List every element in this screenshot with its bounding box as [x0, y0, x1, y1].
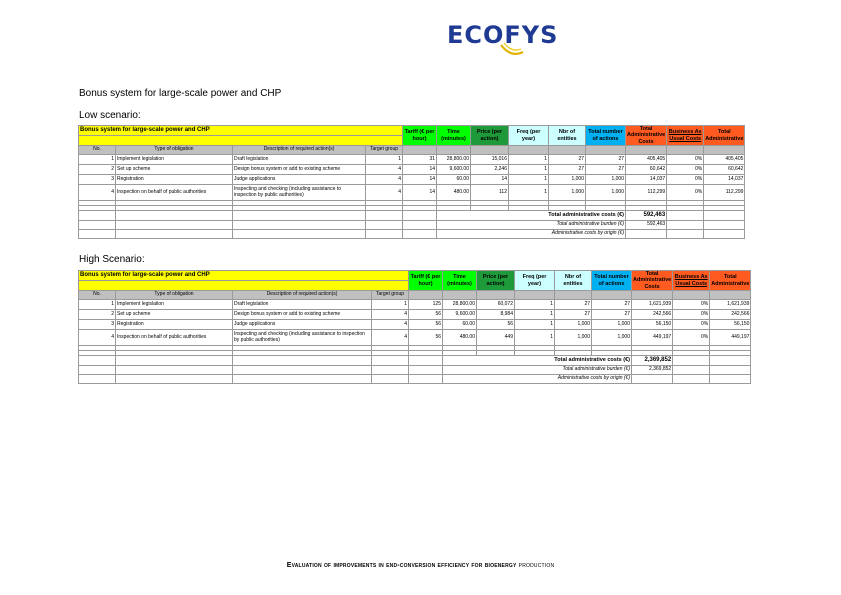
blank-cell [403, 221, 437, 230]
blank-cell [667, 211, 704, 221]
nbr-entities-header: Nbr of entities [549, 126, 586, 146]
blank-cell [366, 230, 403, 239]
blank-cell [710, 366, 751, 375]
bau-value: 0% [667, 185, 704, 201]
bau-value: 0% [667, 155, 704, 165]
blank-cell [79, 221, 116, 230]
blank-cell [704, 211, 745, 221]
price-value: 449 [477, 330, 515, 346]
blank-cell [233, 356, 372, 366]
grey-cell [555, 291, 592, 300]
desc-header: Description of required action(s) [233, 291, 372, 300]
no-header: No. [79, 146, 116, 155]
summary-row [79, 375, 751, 384]
logo-text: ECOFYS [447, 21, 559, 49]
grey-cell [710, 291, 751, 300]
action-description: Judge applications [233, 175, 366, 185]
admin-value: 405,405 [704, 155, 745, 165]
blank-cell [673, 375, 710, 384]
table-row [79, 310, 751, 320]
bau-value: 0% [673, 330, 710, 346]
tariff-value: 14 [403, 165, 437, 175]
obligation-type: Registration [116, 320, 233, 330]
grey-cell [509, 146, 549, 155]
time-value: 9,600.00 [443, 310, 477, 320]
footer-rest: production [516, 562, 555, 569]
title-fill [79, 281, 409, 291]
total-costs-label: Total administrative costs (€) [437, 211, 626, 221]
summary-row [79, 366, 751, 375]
total-burden-value: 2,369,852 [632, 366, 673, 375]
price-value: 112 [471, 185, 509, 201]
total-actions-header: Total number of actions [586, 126, 626, 146]
blank-cell [626, 230, 667, 239]
tariff-value: 14 [403, 185, 437, 201]
header-row [79, 271, 751, 281]
costs-value: 14,037 [626, 175, 667, 185]
freq-value: 1 [515, 320, 555, 330]
blank-cell [116, 356, 233, 366]
time-value: 28,800.00 [443, 300, 477, 310]
total-costs-value: 2,369,852 [632, 356, 673, 366]
target-header: Target group [366, 146, 403, 155]
header-row [79, 126, 745, 136]
admin-value: 56,150 [710, 320, 751, 330]
bau-value: 0% [673, 300, 710, 310]
total-admin-costs-header: Total Administrative Costs [627, 126, 666, 145]
nbr-value: 1,000 [555, 320, 592, 330]
price-value: 14 [471, 175, 509, 185]
price-header: Price (per action) [477, 271, 515, 291]
blank-cell [403, 211, 437, 221]
blank-cell [673, 356, 710, 366]
footer [0, 562, 841, 569]
target-group: 4 [372, 310, 409, 320]
nbr-value: 1,000 [549, 175, 586, 185]
blank-cell [710, 356, 751, 366]
action-description: Design bonus system or add to existing scheme [233, 165, 366, 175]
nbr-value: 1,000 [555, 330, 592, 346]
type-header: Type of obligation [116, 291, 233, 300]
blank-cell [409, 366, 443, 375]
blank-cell [79, 230, 116, 239]
grey-cell [673, 291, 710, 300]
time-header: Time (minutes) [443, 271, 477, 291]
actions-value: 27 [592, 300, 632, 310]
action-description: Draft legislation [233, 300, 372, 310]
tariff-value: 14 [403, 175, 437, 185]
grey-cell [626, 146, 667, 155]
blank-cell [704, 221, 745, 230]
table-row [79, 155, 745, 165]
obligation-type: Registration [116, 175, 233, 185]
time-value: 480.00 [437, 185, 471, 201]
total-burden-label: Total administrative burden (€) [437, 221, 626, 230]
freq-value: 1 [515, 310, 555, 320]
freq-value: 1 [509, 155, 549, 165]
costs-value: 242,566 [632, 310, 673, 320]
blank-cell [116, 375, 233, 384]
time-value: 480.00 [443, 330, 477, 346]
row-number: 4 [79, 185, 116, 201]
action-description: Draft legislation [233, 155, 366, 165]
blank-cell [667, 230, 704, 239]
grey-cell [667, 146, 704, 155]
blank-cell [233, 366, 372, 375]
total-costs-value: 592,463 [626, 211, 667, 221]
table-row [79, 185, 745, 201]
blank-cell [79, 375, 116, 384]
row-number: 1 [79, 300, 116, 310]
table-row [79, 165, 745, 175]
footer-bold: Evaluation of improvements in end-conversion efficiency for bioenergy [286, 562, 517, 569]
grey-cell [443, 291, 477, 300]
actions-value: 27 [586, 155, 626, 165]
target-group: 4 [372, 330, 409, 346]
row-number: 3 [79, 320, 116, 330]
total-actions-header: Total number of actions [592, 271, 632, 291]
blank-cell [116, 221, 233, 230]
type-header: Type of obligation [116, 146, 233, 155]
blank-cell [233, 211, 366, 221]
column-label-row [79, 146, 745, 155]
price-value: 8,984 [477, 310, 515, 320]
blank-cell [366, 211, 403, 221]
costs-value: 449,197 [632, 330, 673, 346]
blank-cell [233, 230, 366, 239]
grey-cell [515, 291, 555, 300]
time-value: 60.00 [437, 175, 471, 185]
nbr-value: 1,000 [549, 185, 586, 201]
target-group: 4 [366, 185, 403, 201]
costs-value: 56,150 [632, 320, 673, 330]
obligation-type: Set up scheme [116, 165, 233, 175]
column-label-row [79, 291, 751, 300]
admin-value: 449,197 [710, 330, 751, 346]
summary-row [79, 356, 751, 366]
blank-cell [667, 221, 704, 230]
blank-cell [409, 356, 443, 366]
row-number: 1 [79, 155, 116, 165]
freq-value: 1 [509, 165, 549, 175]
bau-value: 0% [673, 310, 710, 320]
high-scenario-label: High Scenario: [79, 254, 145, 265]
total-burden-label: Total administrative burden (€) [443, 366, 632, 375]
blank-cell [403, 230, 437, 239]
grey-cell [549, 146, 586, 155]
grey-cell [471, 146, 509, 155]
time-value: 28,800.00 [437, 155, 471, 165]
nbr-value: 27 [549, 165, 586, 175]
summary-row [79, 211, 745, 221]
table-row [79, 330, 751, 346]
tariff-header: Tariff (€ per hour) [409, 271, 443, 291]
obligation-type: Set up scheme [116, 310, 233, 320]
row-number: 3 [79, 175, 116, 185]
blank-cell [79, 366, 116, 375]
bau-value: 0% [673, 320, 710, 330]
blank-cell [704, 230, 745, 239]
actions-value: 1,000 [592, 330, 632, 346]
tariff-value: 56 [409, 310, 443, 320]
blank-cell [372, 366, 409, 375]
admin-value: 60,642 [704, 165, 745, 175]
blank-cell [116, 366, 233, 375]
costs-value: 405,405 [626, 155, 667, 165]
blank-cell [372, 356, 409, 366]
grey-cell [704, 146, 745, 155]
grey-cell [586, 146, 626, 155]
total-admin-header: Total Administrative [704, 126, 745, 146]
actions-value: 1,000 [586, 175, 626, 185]
blank-cell [366, 221, 403, 230]
obligation-type: Implement legislation [116, 300, 233, 310]
total-costs-label: Total administrative costs (€) [443, 356, 632, 366]
actions-value: 27 [592, 310, 632, 320]
row-number: 2 [79, 165, 116, 175]
grey-cell [403, 146, 437, 155]
costs-value: 1,621,939 [632, 300, 673, 310]
ecofys-logo [447, 19, 559, 55]
blank-cell [632, 375, 673, 384]
target-group: 4 [372, 320, 409, 330]
costs-value: 60,642 [626, 165, 667, 175]
costs-by-origin-label: Administrative costs by origin (€) [437, 230, 626, 239]
tariff-value: 56 [409, 320, 443, 330]
blank-cell [233, 221, 366, 230]
target-group: 1 [372, 300, 409, 310]
grey-cell [437, 146, 471, 155]
target-group: 1 [366, 155, 403, 165]
actions-value: 1,000 [592, 320, 632, 330]
summary-row [79, 221, 745, 230]
sheet-title: Bonus system for large-scale power and CHP [79, 271, 409, 281]
blank-cell [710, 375, 751, 384]
blank-cell [79, 211, 116, 221]
price-value: 60,072 [477, 300, 515, 310]
freq-header: Freq (per year) [515, 271, 555, 291]
freq-value: 1 [515, 330, 555, 346]
tariff-value: 125 [409, 300, 443, 310]
grey-cell [592, 291, 632, 300]
costs-value: 112,299 [626, 185, 667, 201]
title-fill [79, 136, 403, 146]
table-row [79, 320, 751, 330]
action-description: Inspecting and checking (including assistance to inspection by public authorities) [233, 185, 366, 201]
desc-header: Description of required action(s) [233, 146, 366, 155]
time-header: Time (minutes) [437, 126, 471, 146]
tariff-value: 31 [403, 155, 437, 165]
obligation-type: Implement legislation [116, 155, 233, 165]
costs-by-origin-label: Administrative costs by origin (€) [443, 375, 632, 384]
blank-cell [116, 211, 233, 221]
grey-cell [477, 291, 515, 300]
tariff-value: 56 [409, 330, 443, 346]
logo-swoosh-icon [499, 42, 525, 58]
sheet-title: Bonus system for large-scale power and CHP [79, 126, 403, 136]
time-value: 60.00 [443, 320, 477, 330]
total-admin-costs-header: Total Administrative Costs [633, 271, 672, 290]
total-burden-value: 592,463 [626, 221, 667, 230]
target-header: Target group [372, 291, 409, 300]
blank-cell [409, 375, 443, 384]
bau-value: 0% [667, 175, 704, 185]
table-row [79, 175, 745, 185]
nbr-value: 27 [555, 300, 592, 310]
row-number: 2 [79, 310, 116, 320]
action-description: Judge applications [233, 320, 372, 330]
tariff-header: Tariff (€ per hour) [403, 126, 437, 146]
blank-cell [233, 375, 372, 384]
page-title: Bonus system for large-scale power and CHP [79, 88, 282, 99]
freq-header: Freq (per year) [509, 126, 549, 146]
spreadsheet-table [78, 270, 751, 384]
price-value: 56 [477, 320, 515, 330]
bau-value: 0% [667, 165, 704, 175]
blank-cell [673, 366, 710, 375]
bau-costs-header: Business As Usual Costs [673, 271, 710, 291]
freq-value: 1 [509, 185, 549, 201]
blank-cell [372, 375, 409, 384]
summary-row [79, 230, 745, 239]
target-group: 4 [366, 175, 403, 185]
admin-value: 14,037 [704, 175, 745, 185]
grey-cell [632, 291, 673, 300]
row-number: 4 [79, 330, 116, 346]
bau-costs-header: Business As Usual Costs [667, 126, 704, 146]
spreadsheet-table [78, 125, 745, 239]
nbr-entities-header: Nbr of entities [555, 271, 592, 291]
obligation-type: Inspection on behalf of public authorities [116, 185, 233, 201]
admin-value: 242,566 [710, 310, 751, 320]
freq-value: 1 [515, 300, 555, 310]
actions-value: 27 [586, 165, 626, 175]
action-description: Design bonus system or add to existing scheme [233, 310, 372, 320]
price-value: 2,246 [471, 165, 509, 175]
time-value: 9,600.00 [437, 165, 471, 175]
action-description: Inspecting and checking (including assistance to inspection by public authorities) [233, 330, 372, 346]
freq-value: 1 [509, 175, 549, 185]
nbr-value: 27 [549, 155, 586, 165]
blank-cell [116, 230, 233, 239]
grey-cell [409, 291, 443, 300]
table-row [79, 300, 751, 310]
total-admin-header: Total Administrative [710, 271, 751, 291]
obligation-type: Inspection on behalf of public authorities [116, 330, 233, 346]
price-value: 15,016 [471, 155, 509, 165]
nbr-value: 27 [555, 310, 592, 320]
actions-value: 1,000 [586, 185, 626, 201]
target-group: 4 [366, 165, 403, 175]
admin-value: 1,621,939 [710, 300, 751, 310]
price-header: Price (per action) [471, 126, 509, 146]
admin-value: 112,299 [704, 185, 745, 201]
low-scenario-label: Low scenario: [79, 110, 141, 121]
blank-cell [79, 356, 116, 366]
no-header: No. [79, 291, 116, 300]
